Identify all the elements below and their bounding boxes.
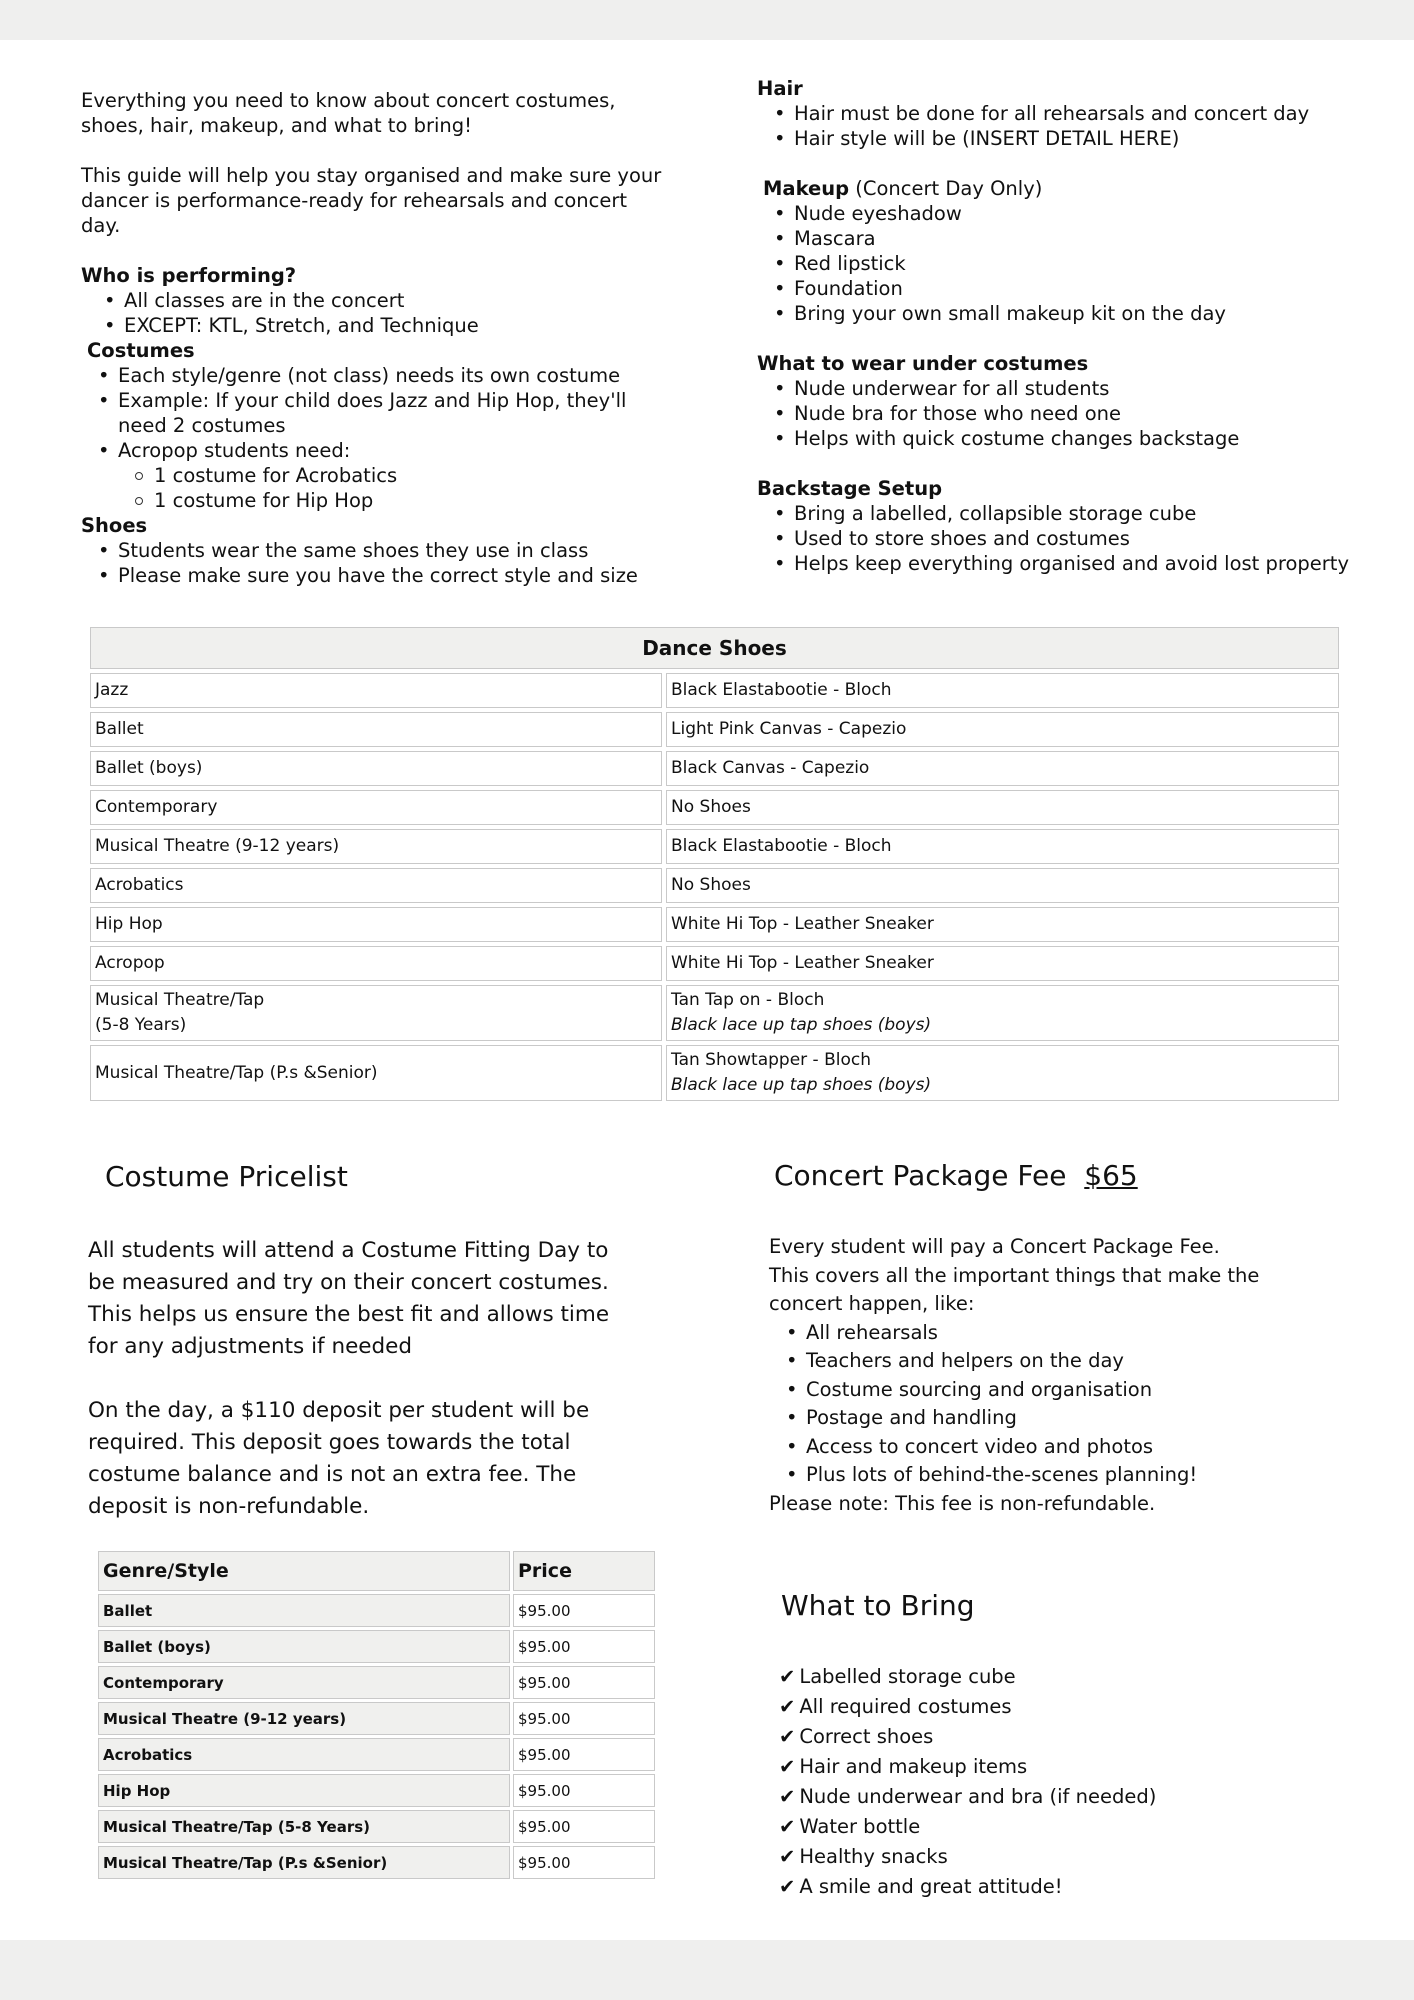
makeup-heading (757, 176, 1357, 201)
price-cell: $95.00 (513, 1846, 655, 1879)
pricelist-text (88, 1235, 618, 1523)
list-item: • Access to concert video and photos (769, 1433, 1289, 1462)
shoe-style-cell: Jazz (90, 673, 662, 708)
bring-item-label: Water bottle (799, 1815, 921, 1838)
pricelist-paragraph: All students will attend a Costume Fitting Day to be measured and try on their concert costumes. This helps us ensure the best fit and allows time for any adjustments if needed (88, 1238, 610, 1359)
check-icon: ✔ (779, 1755, 796, 1778)
shoes-list (81, 538, 671, 588)
price-cell: $95.00 (513, 1774, 655, 1807)
list-item: • Hair style will be (INSERT DETAIL HERE) (757, 126, 1357, 151)
list-item: • EXCEPT: KTL, Stretch, and Technique (87, 313, 671, 338)
price-cell: $95.00 (513, 1738, 655, 1771)
shoe-name-cell: Black Elastabootie - Bloch (666, 673, 1339, 708)
list-item: • Please make sure you have the correct style and size (81, 563, 671, 588)
list-item (779, 1662, 1299, 1692)
check-icon: ✔ (779, 1665, 796, 1688)
list-item: • Nude underwear for all students (757, 376, 1357, 401)
table-row (90, 712, 1339, 747)
under-list (757, 376, 1357, 451)
check-icon: ✔ (779, 1695, 796, 1718)
genre-cell: Musical Theatre/Tap (5-8 Years) (98, 1810, 510, 1843)
list-item (779, 1812, 1299, 1842)
table-row (90, 1045, 1339, 1101)
bring-item-label: Correct shoes (799, 1725, 934, 1748)
shoe-style-cell: Acropop (90, 946, 662, 981)
table-row (98, 1774, 655, 1807)
shoe-style-cell: Contemporary (90, 790, 662, 825)
check-icon: ✔ (779, 1875, 796, 1898)
list-item: 1 costume for Hip Hop (81, 488, 671, 513)
shoe-style-cell: Ballet (boys) (90, 751, 662, 786)
genre-cell: Contemporary (98, 1666, 510, 1699)
genre-cell: Musical Theatre (9-12 years) (98, 1702, 510, 1735)
list-item (779, 1692, 1299, 1722)
price-header: Price (513, 1551, 655, 1591)
list-item: • Used to store shoes and costumes (757, 526, 1357, 551)
intro-paragraph: This guide will help you stay organised and make sure your dancer is performance-ready for rehearsals and concert day. (81, 164, 662, 237)
list-item: • Bring your own small makeup kit on the day (757, 301, 1357, 326)
package-title: Concert Package Fee (774, 1159, 1067, 1192)
list-item: • All rehearsals (769, 1319, 1289, 1348)
table-row (98, 1738, 655, 1771)
hair-list (757, 101, 1357, 151)
performing-title: Who is performing? (81, 264, 297, 287)
list-item (779, 1872, 1299, 1902)
under-title: What to wear under costumes (757, 352, 1089, 375)
list-item (779, 1752, 1299, 1782)
list-item: • Example: If your child does Jazz and Hip Hop, they'll need 2 costumes (81, 388, 628, 438)
costumes-section (81, 338, 671, 588)
genre-cell: Ballet (boys) (98, 1630, 510, 1663)
shoe-name-cell: No Shoes (666, 790, 1339, 825)
list-item: • Nude eyeshadow (757, 201, 1357, 226)
shoe-name-cell: No Shoes (666, 868, 1339, 903)
pricelist-title: Costume Pricelist (105, 1160, 348, 1193)
list-item (779, 1782, 1299, 1812)
check-icon: ✔ (779, 1815, 796, 1838)
shoe-style-cell: Musical Theatre/Tap (P.s &Senior) (90, 1045, 662, 1101)
bring-item-label: Labelled storage cube (799, 1665, 1016, 1688)
package-note: Please note: This fee is non-refundable. (769, 1491, 1156, 1515)
list-item: • All classes are in the concert (87, 288, 671, 313)
genre-cell: Ballet (98, 1594, 510, 1627)
package-text (769, 1233, 1289, 1518)
package-amount: $65 (1084, 1159, 1138, 1192)
table-row (98, 1810, 655, 1843)
table-row (90, 673, 1339, 708)
bring-item-label: Hair and makeup items (799, 1755, 1028, 1778)
bring-item-label: All required costumes (799, 1695, 1012, 1718)
table-row (98, 1702, 655, 1735)
genre-cell: Acrobatics (98, 1738, 510, 1771)
makeup-title: Makeup (763, 177, 850, 200)
package-paragraph: Every student will pay a Concert Package Fee. (769, 1235, 1220, 1258)
bring-item-label: Nude underwear and bra (if needed) (799, 1785, 1157, 1808)
table-row (90, 985, 1339, 1041)
list-item: • Red lipstick (757, 251, 1357, 276)
package-list (769, 1319, 1289, 1490)
shoe-style-cell: Acrobatics (90, 868, 662, 903)
bring-item-label: A smile and great attitude! (799, 1875, 1063, 1898)
makeup-note: (Concert Day Only) (855, 177, 1043, 200)
list-item: • Teachers and helpers on the day (769, 1347, 1289, 1376)
list-item: • Each style/genre (not class) needs its own costume (81, 363, 671, 388)
shoe-name-cell: Tan Tap on - Bloch Black lace up tap shoes (boys) (666, 985, 1339, 1041)
makeup-list (757, 201, 1357, 326)
list-item (779, 1722, 1299, 1752)
shoe-name-cell: White Hi Top - Leather Sneaker (666, 907, 1339, 942)
list-item: • Plus lots of behind-the-scenes planning! (769, 1461, 1289, 1490)
shoe-style-cell: Musical Theatre (9-12 years) (90, 829, 662, 864)
shoe-style-cell: Ballet (90, 712, 662, 747)
shoe-name-cell: Light Pink Canvas - Capezio (666, 712, 1339, 747)
table-row (90, 946, 1339, 981)
table-row (98, 1594, 655, 1627)
list-item: • Acropop students need: (81, 438, 671, 463)
page (0, 40, 1414, 1940)
shoe-name-cell: Black Elastabootie - Bloch (666, 829, 1339, 864)
dance-shoes-title: Dance Shoes (90, 627, 1339, 669)
table-row (90, 751, 1339, 786)
intro-paragraph: Everything you need to know about concert costumes, shoes, hair, makeup, and what to bring! (81, 89, 616, 137)
list-item: • Nude bra for those who need one (757, 401, 1357, 426)
list-item (779, 1842, 1299, 1872)
check-icon: ✔ (779, 1725, 796, 1748)
pricelist-paragraph: On the day, a $110 deposit per student will be required. This deposit goes towards the total costume balance and is not an extra fee. The deposit is non-refundable. (88, 1398, 590, 1519)
price-table (95, 1548, 658, 1882)
shoe-name-cell: White Hi Top - Leather Sneaker (666, 946, 1339, 981)
dance-shoes-table (86, 623, 1343, 1105)
price-cell: $95.00 (513, 1810, 655, 1843)
price-cell: $95.00 (513, 1666, 655, 1699)
genre-cell: Musical Theatre/Tap (P.s &Senior) (98, 1846, 510, 1879)
table-row (90, 790, 1339, 825)
table-row (98, 1666, 655, 1699)
list-item: • Hair must be done for all rehearsals and concert day (757, 101, 1357, 126)
table-row (98, 1846, 655, 1879)
shoe-style-cell: Hip Hop (90, 907, 662, 942)
shoe-style-cell: Musical Theatre/Tap (5-8 Years) (90, 985, 662, 1041)
list-item: • Costume sourcing and organisation (769, 1376, 1289, 1405)
package-heading (774, 1159, 1138, 1192)
performing-list (81, 288, 671, 338)
genre-cell: Hip Hop (98, 1774, 510, 1807)
intro (81, 88, 671, 338)
table-row (90, 868, 1339, 903)
check-icon: ✔ (779, 1785, 796, 1808)
list-item: • Mascara (757, 226, 1357, 251)
table-row (98, 1630, 655, 1663)
list-item: 1 costume for Acrobatics (81, 463, 671, 488)
costumes-sublist (81, 463, 671, 513)
genre-header: Genre/Style (98, 1551, 510, 1591)
list-item: • Postage and handling (769, 1404, 1289, 1433)
backstage-title: Backstage Setup (757, 477, 943, 500)
list-item: • Bring a labelled, collapsible storage cube (757, 501, 1357, 526)
shoes-title: Shoes (81, 514, 148, 537)
table-header (98, 1551, 655, 1591)
costumes-title: Costumes (87, 339, 195, 362)
shoe-name-cell: Tan Showtapper - Bloch Black lace up tap shoes (boys) (666, 1045, 1339, 1101)
backstage-list (757, 501, 1357, 576)
price-cell: $95.00 (513, 1702, 655, 1735)
table-row (90, 829, 1339, 864)
shoe-name-cell: Black Canvas - Capezio (666, 751, 1339, 786)
costumes-list (81, 363, 671, 463)
list-item: • Helps with quick costume changes backstage (757, 426, 1357, 451)
table-row (90, 907, 1339, 942)
hair-title: Hair (757, 77, 803, 100)
price-cell: $95.00 (513, 1594, 655, 1627)
bring-title: What to Bring (781, 1589, 975, 1622)
package-paragraph: This covers all the important things that make the concert happen, like: (769, 1263, 1260, 1315)
list-item: • Foundation (757, 276, 1357, 301)
check-icon: ✔ (779, 1845, 796, 1868)
list-item: • Helps keep everything organised and avoid lost property (757, 551, 1357, 576)
price-cell: $95.00 (513, 1630, 655, 1663)
right-column (757, 76, 1357, 576)
bring-item-label: Healthy snacks (799, 1845, 948, 1868)
list-item: • Students wear the same shoes they use in class (81, 538, 671, 563)
bring-list (779, 1662, 1299, 1902)
